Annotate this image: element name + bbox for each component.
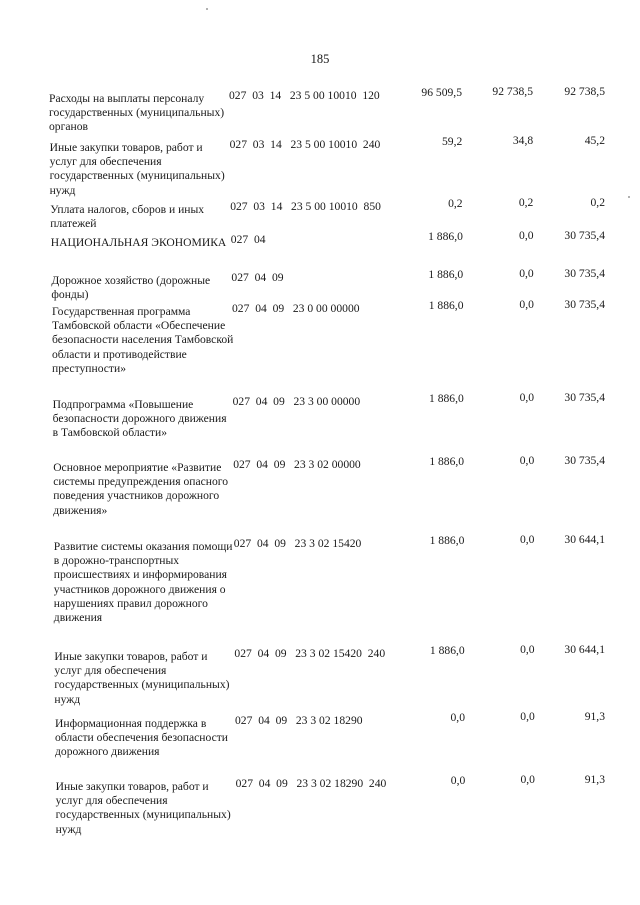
value-year-3: 30 735,4 xyxy=(564,267,605,280)
row-code: 027 03 14 23 5 00 10010 120 xyxy=(229,89,380,102)
value-year-2: 0,0 xyxy=(519,298,534,311)
row-name: Расходы на выплаты персоналу государственных (муниципальных) органов xyxy=(49,92,225,134)
value-year-3: 30 735,4 xyxy=(564,298,605,311)
value-year-2: 0,0 xyxy=(520,710,535,723)
value-year-1: 96 509,5 xyxy=(421,86,462,99)
value-year-2: 0,0 xyxy=(519,533,535,546)
value-year-1: 1 886,0 xyxy=(428,268,464,281)
value-year-1: 1 886,0 xyxy=(429,455,465,468)
row-name: Подпрограмма «Повышение безопасности дорожного движения в Тамбовской области» xyxy=(52,398,227,440)
value-year-3: 91,3 xyxy=(584,773,605,786)
value-year-3: 91,3 xyxy=(584,710,605,723)
value-year-3: 0,2 xyxy=(590,196,605,209)
scan-speck xyxy=(206,8,208,10)
value-year-3: 30 735,4 xyxy=(564,454,605,467)
value-year-1: 1 886,0 xyxy=(429,644,465,657)
row-code: 027 04 09 xyxy=(231,271,284,284)
scan-speck xyxy=(628,196,630,198)
value-year-3: 45,2 xyxy=(584,134,605,147)
value-year-2: 0,0 xyxy=(519,454,535,467)
row-code: 027 04 09 23 3 02 00000 xyxy=(233,458,361,471)
value-year-3: 30 735,4 xyxy=(564,229,605,242)
value-year-3: 30 735,4 xyxy=(564,391,605,404)
value-year-1: 1 886,0 xyxy=(428,230,463,243)
row-code: 027 03 14 23 5 00 10010 240 xyxy=(229,138,381,151)
row-code: 027 04 09 23 3 02 18290 xyxy=(235,714,363,727)
row-name: Государственная программа Тамбовской области «Обеспечение безопасности населения Тамбовской области и противодействие преступности» xyxy=(52,305,234,375)
row-code: 027 04 xyxy=(230,233,266,246)
row-code: 027 04 09 23 3 02 15420 240 xyxy=(234,647,386,660)
row-code: 027 04 09 23 3 02 18290 240 xyxy=(235,777,387,790)
row-name: Иные закупки товаров, работ и услуг для обеспечения государственных (муниципальных) нужд xyxy=(55,780,231,836)
value-year-2: 0,0 xyxy=(519,229,534,242)
value-year-1: 0,0 xyxy=(450,774,466,787)
value-year-3: 30 644,1 xyxy=(564,643,605,656)
row-code: 027 04 09 23 3 00 00000 xyxy=(232,395,361,408)
row-code: 027 04 09 23 0 00 00000 xyxy=(232,302,360,315)
row-name: Дорожное хозяйство (дорожные фонды) xyxy=(51,274,211,302)
row-code: 027 04 09 23 3 02 15420 xyxy=(233,537,362,550)
value-year-1: 0,2 xyxy=(448,197,463,210)
row-name: Развитие системы оказания помощи в дорожно-транспортных происшествиях и информирования участников дорожного движения о нарушениях правил дорожного движения xyxy=(53,540,233,625)
page-number: 185 xyxy=(310,52,330,66)
value-year-2: 0,2 xyxy=(518,196,534,209)
row-name: Информационная поддержка в области обеспечения безопасности дорожного движения xyxy=(55,717,229,759)
value-year-3: 92 738,5 xyxy=(564,85,605,98)
value-year-1: 0,0 xyxy=(450,711,465,724)
row-name: Основное мероприятие «Развитие системы предупреждения опасного поведения участников дорожного движения» xyxy=(53,461,229,517)
value-year-1: 59,2 xyxy=(442,135,463,148)
value-year-2: 0,0 xyxy=(520,643,535,656)
value-year-2: 0,0 xyxy=(519,267,534,280)
row-name: Иные закупки товаров, работ и услуг для обеспечения государственных (муниципальных) нужд xyxy=(49,141,225,197)
value-year-3: 30 644,1 xyxy=(564,533,605,546)
value-year-1: 1 886,0 xyxy=(429,392,464,405)
row-name: Иные закупки товаров, работ и услуг для обеспечения государственных (муниципальных) нужд xyxy=(54,650,230,706)
value-year-1: 1 886,0 xyxy=(428,299,464,312)
row-name: НАЦИОНАЛЬНАЯ ЭКОНОМИКА xyxy=(50,236,227,249)
value-year-2: 0,0 xyxy=(519,391,535,404)
value-year-2: 92 738,5 xyxy=(492,85,533,98)
value-year-2: 34,8 xyxy=(512,134,534,147)
row-name: Уплата налогов, сборов и иных платежей xyxy=(50,203,205,231)
value-year-1: 1 886,0 xyxy=(429,534,465,547)
row-code: 027 03 14 23 5 00 10010 850 xyxy=(230,200,381,213)
value-year-2: 0,0 xyxy=(520,773,535,786)
